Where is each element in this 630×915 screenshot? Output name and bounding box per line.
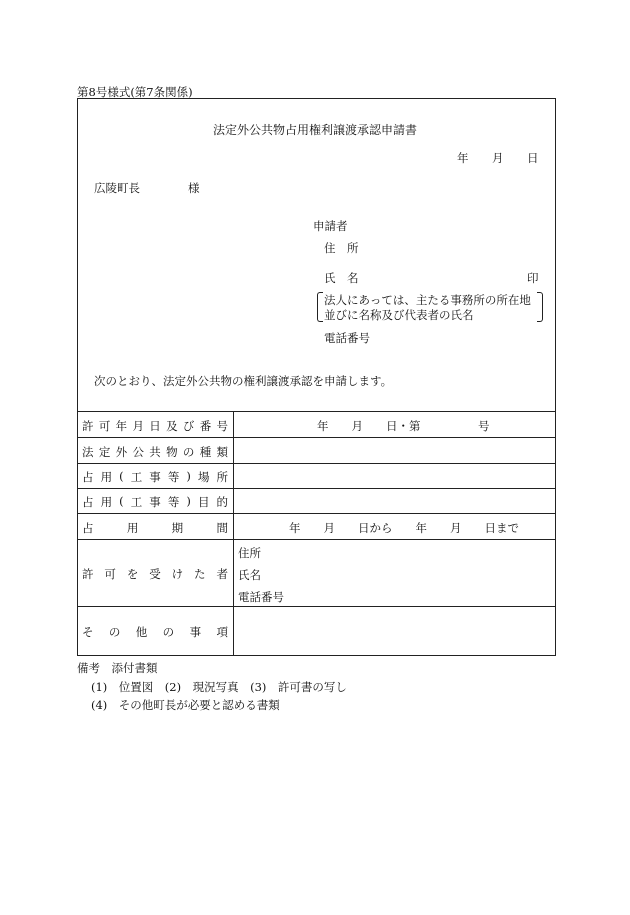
permit-date-number-field[interactable]: 年 月 日・第 号	[317, 419, 490, 433]
row-divider	[77, 463, 556, 464]
row-label-type: 法 定 外 公 共 物 の 種 類	[82, 445, 228, 459]
applicant-phone-label: 電話番号	[324, 331, 370, 345]
row-label-other: そ の 他 の 事 項	[82, 625, 228, 639]
recipient-honorific: 様	[188, 181, 200, 195]
remarks-line2: (4) その他町長が必要と認める書類	[91, 698, 280, 712]
date-month: 月	[492, 151, 504, 165]
date-year: 年	[457, 151, 469, 165]
row-label-permittee: 許 可 を 受 け た 者	[82, 567, 228, 581]
row-label-permit: 許 可 年 月 日 及 び 番 号	[82, 419, 228, 433]
applicant-address-label: 住 所	[324, 241, 359, 255]
table-top-rule	[77, 411, 556, 412]
remarks-heading: 備考 添付書類	[77, 661, 158, 675]
row-label-period: 占 用 期 間	[82, 521, 228, 535]
statement: 次のとおり、法定外公共物の権利譲渡承認を申請します。	[94, 374, 393, 388]
left-bracket	[317, 292, 323, 322]
row-divider	[77, 606, 556, 607]
applicant-name-label: 氏 名	[324, 271, 359, 285]
date-day: 日	[527, 151, 539, 165]
right-bracket	[537, 292, 543, 322]
occupancy-period-field[interactable]: 年 月 日から 年 月 日まで	[289, 521, 519, 535]
row-label-purpose: 占 用 ( 工 事 等 ) 目 的	[82, 494, 228, 509]
remarks-line1: (1) 位置図 (2) 現況写真 (3) 許可書の写し	[91, 680, 347, 694]
row-label-location: 占 用 ( 工 事 等 ) 場 所	[82, 469, 228, 484]
corporate-note-line2: 並びに名称及び代表者の氏名	[324, 308, 474, 322]
applicant-heading: 申請者	[313, 219, 348, 233]
document-title: 法定外公共物占用権利譲渡承認申請書	[212, 123, 417, 137]
row-divider	[77, 488, 556, 489]
permittee-address-label: 住所	[238, 546, 261, 560]
recipient-name: 広陵町長	[94, 181, 140, 195]
row-divider	[77, 513, 556, 514]
row-divider	[77, 437, 556, 438]
column-divider	[233, 411, 234, 656]
seal-mark: 印	[527, 271, 539, 285]
form-number: 第8号様式(第7条関係)	[77, 85, 193, 99]
permittee-name-label: 氏名	[238, 568, 261, 582]
corporate-note-line1: 法人にあっては、主たる事務所の所在地	[324, 293, 531, 307]
permittee-phone-label: 電話番号	[238, 590, 284, 604]
row-divider	[77, 539, 556, 540]
